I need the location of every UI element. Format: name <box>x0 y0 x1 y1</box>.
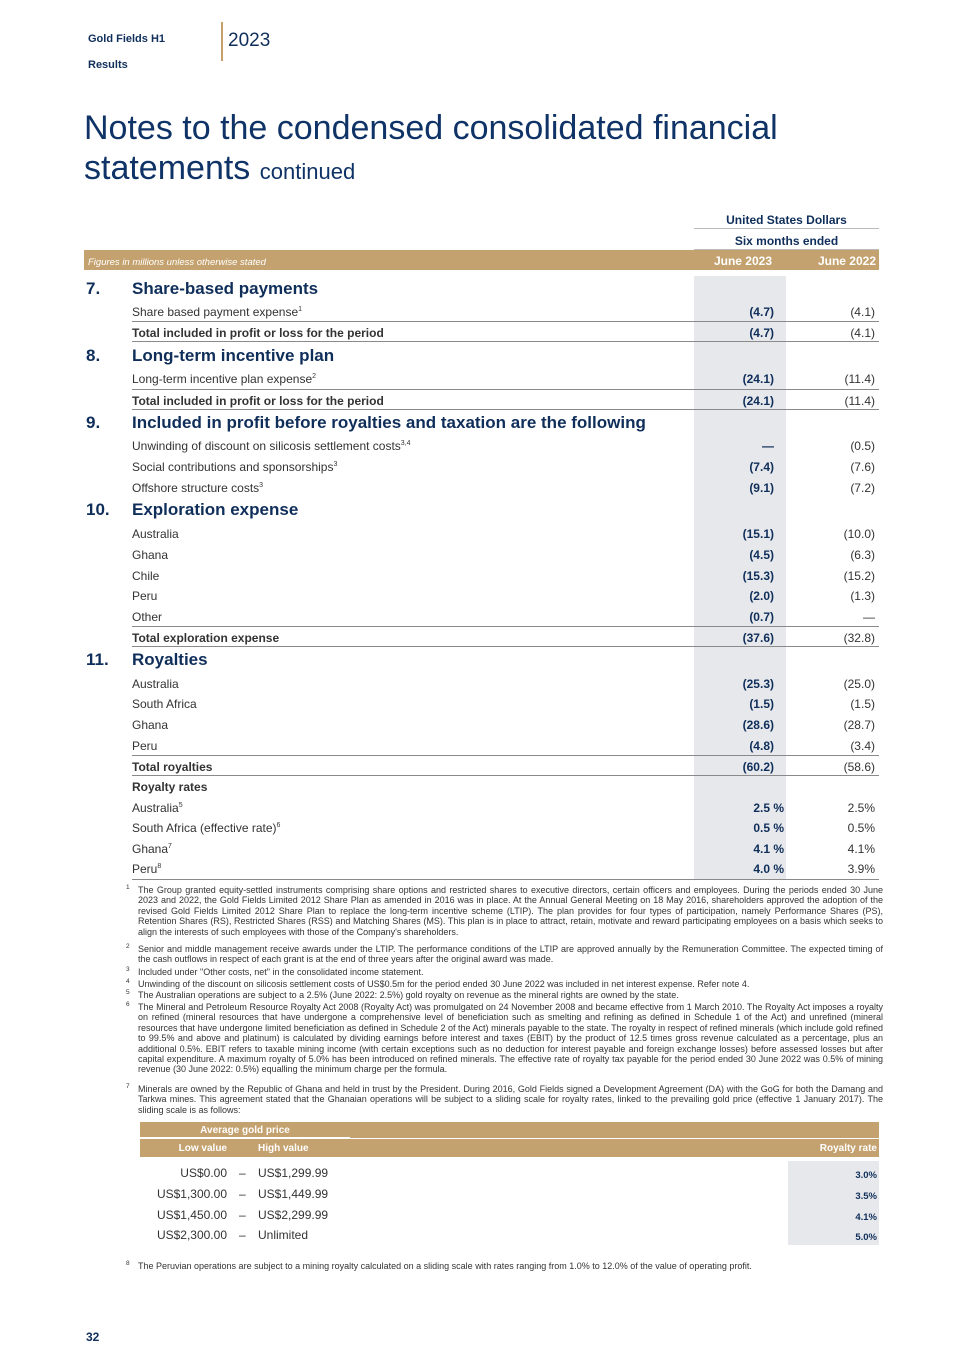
value-june-2022: (0.5) <box>850 439 875 453</box>
value-june-2022: (3.4) <box>850 739 875 753</box>
value-june-2023: (60.2) <box>742 760 774 774</box>
column-header-high-value: High value <box>258 1143 309 1154</box>
value-june-2022: (7.2) <box>850 481 875 495</box>
table-row <box>132 523 879 544</box>
footnote <box>126 990 883 1000</box>
value-june-2022: (7.6) <box>850 460 875 474</box>
page-title-main: Notes to the condensed consolidated financial statements <box>84 109 778 187</box>
value-june-2023: 4.0 % <box>753 862 784 876</box>
report-year: 2023 <box>228 30 271 51</box>
table-row <box>132 456 879 477</box>
row-label: Long-term incentive plan expense$^2$ <box>132 372 317 386</box>
value-june-2022: (1.3) <box>850 589 875 603</box>
range-dash: – <box>239 1208 246 1222</box>
row-label: Australia <box>132 677 179 691</box>
table-row <box>132 714 879 735</box>
value-june-2022: 3.9% <box>847 862 875 876</box>
column-header-royalty-rate: Royalty rate <box>819 1143 877 1154</box>
header-divider <box>221 22 223 61</box>
footnote <box>126 979 883 989</box>
table-row <box>132 797 879 818</box>
row-label: Offshore structure costs$^3$ <box>132 481 264 495</box>
footnote-mark: 1 <box>126 884 130 891</box>
table-row <box>132 606 879 627</box>
page-number: 32 <box>86 1330 100 1344</box>
section-title: Royalties <box>132 650 208 669</box>
section-title: Included in profit before royalties and taxation are the following <box>132 413 646 432</box>
column-header-low-value: Low value <box>178 1143 227 1154</box>
table-row <box>132 477 879 498</box>
section-heading <box>86 650 208 670</box>
value-june-2022: 2.5% <box>847 801 875 815</box>
value-june-2022: 4.1% <box>847 842 875 856</box>
high-value: US$2,299.99 <box>258 1208 329 1222</box>
value-june-2022: (28.7) <box>843 718 875 732</box>
table-row <box>132 673 879 694</box>
row-label: Australia$^5$ <box>132 801 183 815</box>
section-number: 11. <box>86 650 109 669</box>
table-row <box>132 435 879 456</box>
row-label: Total included in profit or loss for the period <box>132 326 384 340</box>
footnote-mark: 5 <box>126 989 130 996</box>
row-label: Chile <box>132 569 160 583</box>
row-label: Total exploration expense <box>132 631 280 645</box>
footnote-text: The Australian operations are subject to a 2.5% (June 2022: 2.5%) gold royalty on revenue as the mineral rights are owned by the state. <box>138 990 679 1000</box>
section-heading <box>86 346 334 366</box>
value-june-2022: — <box>863 610 875 624</box>
value-june-2023: (28.6) <box>742 718 774 732</box>
sliding-scale-group-header: Average gold price <box>200 1125 290 1136</box>
page-title <box>84 108 884 192</box>
table-row <box>132 585 879 606</box>
section-heading <box>86 413 646 433</box>
royalty-rate: 4.1% <box>855 1212 877 1223</box>
value-june-2023: — <box>762 439 774 453</box>
value-june-2023: (9.1) <box>749 481 774 495</box>
section-title: Exploration expense <box>132 500 299 519</box>
footnote-text: The Peruvian operations are subject to a mining royalty calculated on a sliding scale with rates ranging from 1.0% to 12.0% of the value of operating profit. <box>138 1261 752 1271</box>
section-number: 8. <box>86 346 101 365</box>
value-june-2023: (15.1) <box>742 527 774 541</box>
footnote-mark: 8 <box>126 1260 130 1267</box>
value-june-2023: (0.7) <box>749 610 774 624</box>
row-label: Peru <box>132 739 158 753</box>
row-label: Other <box>132 610 163 624</box>
footnote-mark: 4 <box>126 978 130 985</box>
value-june-2022: (11.4) <box>844 372 875 386</box>
value-june-2022: (1.5) <box>850 697 875 711</box>
value-june-2023: (4.7) <box>749 326 774 340</box>
column-header-june-2022: June 2022 <box>817 254 876 268</box>
section-heading <box>86 279 318 299</box>
footnote-ref: 7 <box>168 843 172 850</box>
value-june-2023: (4.5) <box>749 548 774 562</box>
value-june-2022: 0.5% <box>847 821 875 835</box>
footnote-ref: 5 <box>178 802 183 809</box>
row-label: Ghana <box>132 548 169 562</box>
table-row <box>132 838 879 859</box>
value-june-2023: 2.5 % <box>753 801 784 815</box>
section-title: Share-based payments <box>132 279 319 298</box>
sliding-scale-row <box>140 1204 879 1225</box>
table-row <box>132 755 879 776</box>
footnote <box>126 885 883 937</box>
footnote-mark: 7 <box>126 1083 130 1090</box>
footnote <box>126 1261 883 1271</box>
table-row <box>132 368 879 389</box>
footnote <box>126 1084 883 1115</box>
section-title: Long-term incentive plan <box>132 346 335 365</box>
row-label: South Africa <box>132 697 197 711</box>
value-june-2023: (7.4) <box>749 460 774 474</box>
footnote-mark: 2 <box>126 943 130 950</box>
footnote-ref: 6 <box>276 822 281 829</box>
section-number: 7. <box>86 279 101 298</box>
table-row <box>132 858 879 880</box>
table-row <box>132 626 879 647</box>
row-label: Australia <box>132 527 179 541</box>
footnote <box>126 1002 883 1075</box>
value-june-2023: (4.8) <box>749 739 774 753</box>
row-label: Ghana <box>132 718 169 732</box>
footnote-text: Included under "Other costs, net" in the consolidated income statement. <box>138 967 424 977</box>
royalty-rate: 3.5% <box>855 1191 877 1202</box>
section-number: 10. <box>86 500 110 519</box>
value-june-2023: (24.1) <box>742 372 774 386</box>
low-value: US$1,450.00 <box>156 1208 227 1222</box>
high-value: Unlimited <box>258 1228 309 1242</box>
high-value: US$1,299.99 <box>258 1166 329 1180</box>
value-june-2023: (2.0) <box>749 589 774 603</box>
row-label: Royalty rates <box>132 780 208 794</box>
footnote-ref: 1 <box>298 306 303 313</box>
value-june-2022: (10.0) <box>843 527 875 541</box>
sliding-scale-column-header-bar <box>140 1139 879 1157</box>
group-header-underline <box>140 1137 350 1138</box>
footnote-ref: 2 <box>312 373 317 380</box>
report-name-line1: Gold Fields H1 <box>88 33 166 45</box>
range-dash: – <box>239 1187 246 1201</box>
section-heading <box>86 500 298 520</box>
units-note: Figures in millions unless otherwise stated <box>88 257 266 268</box>
high-value: US$1,449.99 <box>258 1187 329 1201</box>
section-number: 9. <box>86 413 101 432</box>
footnote-ref: 8 <box>157 863 162 870</box>
row-label: Ghana$^7$ <box>132 842 172 856</box>
value-june-2022: (4.1) <box>850 326 875 340</box>
row-label: South Africa (effective rate)$^6$ <box>132 821 281 835</box>
low-value: US$2,300.00 <box>156 1228 227 1242</box>
value-june-2022: (32.8) <box>843 631 875 645</box>
footnote-ref: 3 <box>333 461 338 468</box>
table-row <box>132 693 879 714</box>
value-june-2022: (15.2) <box>843 569 875 583</box>
range-dash: – <box>239 1228 246 1242</box>
footnote <box>126 967 883 977</box>
row-label: Social contributions and sponsorships$^3$ <box>132 460 338 474</box>
table-row <box>132 565 879 586</box>
sliding-scale-row <box>140 1224 879 1245</box>
value-june-2022: (25.0) <box>843 677 875 691</box>
value-june-2023: (15.3) <box>742 569 774 583</box>
value-june-2023: (1.5) <box>749 697 774 711</box>
sliding-scale-row <box>140 1162 879 1183</box>
value-june-2022: (6.3) <box>850 548 875 562</box>
footnote-ref: 3,4 <box>400 440 411 447</box>
value-june-2023: (24.1) <box>742 394 774 408</box>
table-row <box>132 389 879 410</box>
footnote-text: The Group granted equity-settled instruments comprising share options and restricted shares to executive directors, certain officers and employees. During the periods ended 30 June 2023 and 2022, the Gold Fields Limited 2012 Share Plan as amended in 2016 was in place. At the Annual General Meeting on 18 May 2016, shareholders approved the adoption of the revised Gold Fields Limited 2012 Share Plan to replace the long-term incentive scheme (LTIP). The plan provides for four types of participation, namely Performance Shares (PS), Retention Shares (RS), Restricted Shares (RSS) and Matching Shares (MS). This plan is in place to attract, retain, motivate and reward participating employees on a basis which seeks to align the interests of such employees with those of the Company's shareholders. <box>138 885 883 937</box>
page-title-suffix: continued <box>259 159 356 184</box>
footnote-text: Unwinding of the discount on silicosis settlement costs of US$0.5m for the period ended 30 June 2022 was included in net interest expense. Refer note 4. <box>138 979 750 989</box>
row-label: Share based payment expense$^1$ <box>132 305 303 319</box>
value-june-2023: 4.1 % <box>753 842 784 856</box>
value-june-2023: (4.7) <box>749 305 774 319</box>
row-label: Peru$^8$ <box>132 862 162 876</box>
footnote-mark: 6 <box>126 1001 130 1008</box>
sliding-scale-row <box>140 1183 879 1204</box>
footnote-mark: 3 <box>126 966 130 973</box>
range-dash: – <box>239 1166 246 1180</box>
row-label: Unwinding of discount on silicosis settlement costs$^{3,4}$ <box>132 439 411 453</box>
table-header-bar <box>84 250 879 270</box>
footnote <box>126 944 883 965</box>
table-row <box>132 817 879 838</box>
report-name-line2: Results <box>88 59 128 71</box>
period-header: Six months ended <box>734 234 839 248</box>
value-june-2023: (37.6) <box>742 631 774 645</box>
low-value: US$0.00 <box>180 1166 227 1180</box>
table-row <box>132 544 879 565</box>
royalty-rate: 5.0% <box>855 1232 877 1243</box>
footnote-text: The Mineral and Petroleum Resource Royalty Act 2008 (Royalty Act) was promulgated on 24 November 2008 and became effective from 1 March 2010. The Royalty Act imposes a royalty on refined (mineral resources that have undergone a comprehensive level of beneficiation such as smelting and refining as defined in Schedule 1 of the Act) and unrefined (mineral resources that have undergone limited beneficiation as defined in Schedule 2 of the Act) minerals payable to the state. The royalty in respect of refined minerals (which include gold refined to 99.5% and above and platinum) is calculated by dividing earnings before interest and taxes (EBIT) by the product of 12.5 times gross revenue calculated as a percentage, plus an additional 0.5%. EBIT refers to taxable mining income (with certain exceptions such as no deduction for interest payable and foreign exchange losses) before assessed losses but after capital expenditure. A maximum royalty of 5.0% has been introduced on refined minerals. The effective rate of royalty tax payable for the period ended 30 June 2022 was 0.5% of mining revenue (30 June 2022: 0.5%) equalling the minimum charge per the formula. <box>138 1002 883 1075</box>
row-label: Total royalties <box>132 760 213 774</box>
footnote-ref: 3 <box>259 482 264 489</box>
value-june-2023: 0.5 % <box>753 821 784 835</box>
sliding-scale-group-header-bar <box>140 1122 879 1138</box>
low-value: US$1,300.00 <box>156 1187 227 1201</box>
row-label: Peru <box>132 589 158 603</box>
currency-header-rule <box>694 228 879 229</box>
table-row <box>132 776 879 797</box>
table-row <box>132 301 879 322</box>
table-row <box>132 321 879 342</box>
row-label: Total included in profit or loss for the period <box>132 394 384 408</box>
currency-header: United States Dollars <box>726 213 847 227</box>
footnote-text: Minerals are owned by the Republic of Ghana and held in trust by the President. During 2016, Gold Fields signed a Development Agreement (DA) with the GoG for both the Damang and Tarkwa mines. This agreement stated that the Ghanaian operations will be subject to a sliding scale for royalty rates, linked to the prevailing gold price (effective 1 January 2017). The sliding scale is as follows: <box>138 1084 883 1115</box>
royalty-rate: 3.0% <box>855 1170 877 1181</box>
value-june-2023: (25.3) <box>742 677 774 691</box>
value-june-2022: (58.6) <box>843 760 875 774</box>
value-june-2022: (4.1) <box>850 305 875 319</box>
report-name <box>88 26 165 78</box>
column-header-june-2023: June 2023 <box>713 254 772 268</box>
footnote-text: Senior and middle management receive awards under the LTIP. The performance conditions of the LTIP are approved annually by the Remuneration Committee. The expected timing of the cash outflows in respect of each grant is at the end of three years after the original award was made. <box>138 944 883 965</box>
value-june-2022: (11.4) <box>844 394 875 408</box>
table-row <box>132 735 879 756</box>
